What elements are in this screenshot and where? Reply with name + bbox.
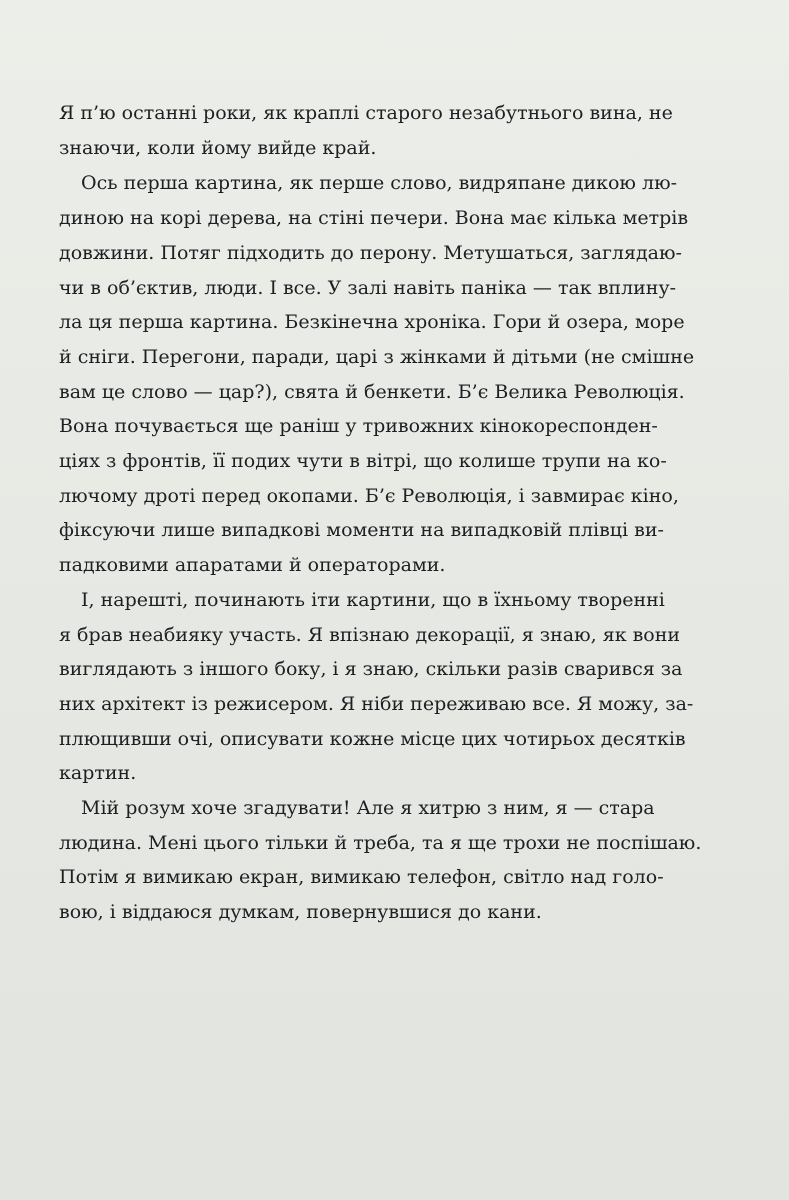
paragraph-2-line-12: падковими апаратами й операторами.	[59, 554, 446, 577]
paragraph-2-line-10: лючому дроті перед окопами. Б’є Революція, і завмирає кіно,	[59, 484, 679, 507]
paragraph-4-line-3: Потім я вимикаю екран, вимикаю телефон, світло над голо-	[59, 866, 664, 889]
paragraph-2-line-9: ціях з фронтів, її подих чути в вітрі, що колише трупи на ко-	[59, 450, 667, 473]
paragraph-3-line-3: виглядають з іншого боку, і я знаю, скільки разів сварився за	[59, 658, 683, 681]
paragraph-2	[59, 166, 731, 582]
paragraph-2-line-11: фіксуючи лише випадкові моменти на випадковій плівці ви-	[59, 519, 664, 542]
page-text	[59, 96, 731, 930]
paragraph-3-line-6: картин.	[59, 762, 137, 785]
paragraph-3-line-1: І, нарешті, починають іти картини, що в їхньому творенні	[81, 588, 665, 611]
paragraph-2-line-3: довжини. Потяг підходить до перону. Метушаться, заглядаю-	[59, 241, 682, 264]
paragraph-3-line-2: я брав неабияку участь. Я впізнаю декорації, я знаю, як вони	[59, 623, 681, 646]
paragraph-3-line-5: плющивши очі, описувати кожне місце цих чотирьох десятків	[59, 727, 686, 750]
paragraph-2-line-4: чи в об’єктив, люди. І все. У залі навіть паніка — так вплину-	[59, 276, 677, 299]
paragraph-2-line-5: ла ця перша картина. Безкінечна хроніка. Гори й озера, море	[59, 311, 685, 334]
paragraph-1	[59, 96, 731, 165]
paragraph-2-line-8: Вона почувається ще раніш у тривожних кінокореспонден-	[59, 415, 658, 438]
paragraph-2-line-1: Ось перша картина, як перше слово, видряпане дикою лю-	[81, 172, 678, 195]
paragraph-4-line-2: людина. Мені цього тільки й треба, та я ще трохи не поспішаю.	[59, 831, 702, 854]
paragraph-1-line-1: Я п’ю останні роки, як краплі старого незабутнього вина, не	[59, 102, 673, 124]
paragraph-2-line-7: вам це слово — цар?), свята й бенкети. Б’є Велика Революція.	[59, 380, 685, 403]
paragraph-4	[59, 791, 731, 930]
paragraph-3-line-4: них архітект із режисером. Я ніби переживаю все. Я можу, за-	[59, 692, 694, 715]
paragraph-2-line-6: й сніги. Перегони, паради, царі з жінками й дітьми (не смішне	[59, 345, 695, 368]
paragraph-4-line-1: Мій розум хоче згадувати! Але я хитрю з ним, я — стара	[81, 797, 655, 820]
paragraph-1-line-2: знаючи, коли йому вийде край.	[59, 136, 377, 159]
paragraph-2-line-2: диною на корі дерева, на стіні печери. Вона має кілька метрів	[59, 207, 689, 230]
paragraph-4-line-4: вою, і віддаюся думкам, повернувшися до кани.	[59, 901, 542, 924]
paragraph-3	[59, 583, 731, 791]
